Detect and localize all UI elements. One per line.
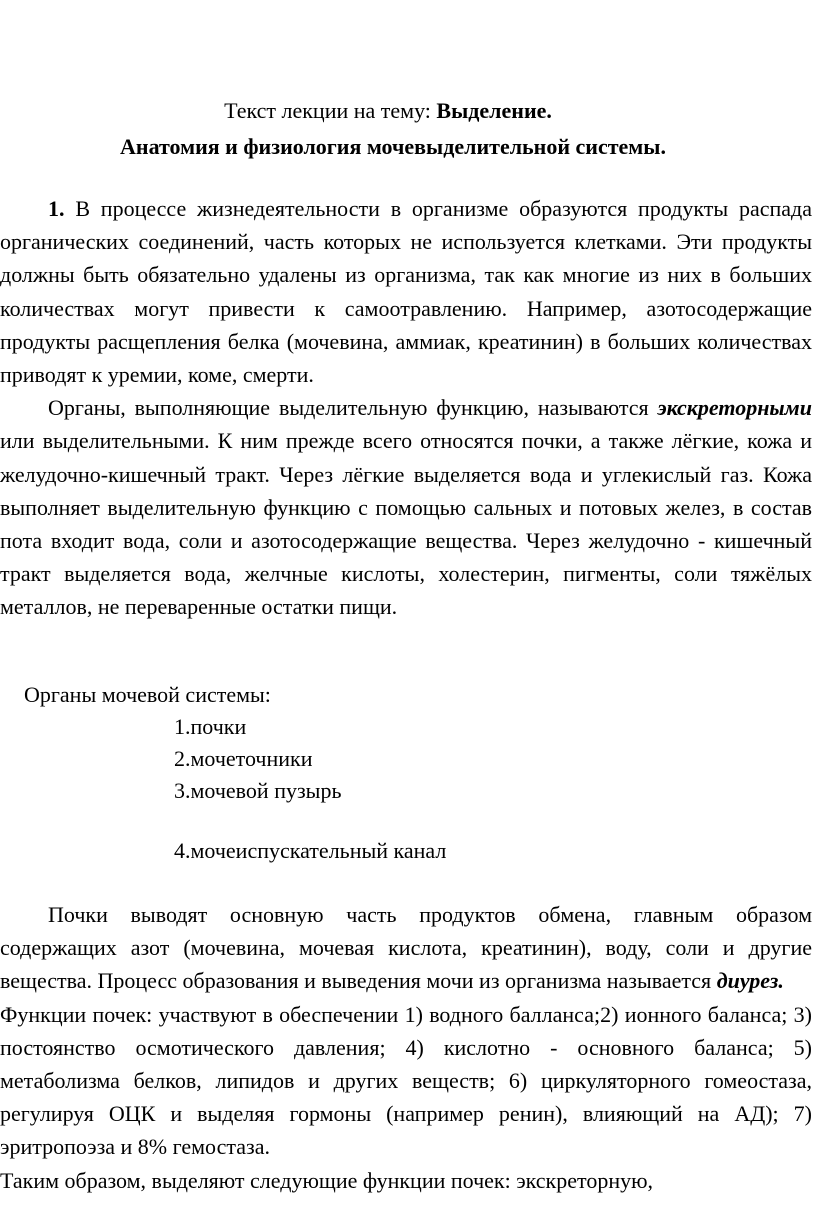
organs-heading: Органы мочевой системы: xyxy=(24,682,271,707)
kidneys-paragraph: Почки выводят основную часть продуктов обмена, главным образом содержащих азот (мочевина, мочевая кислота, креатинин), воду, соли и другие вещества. Процесс образования и выведения мочи из организма называется диурез. xyxy=(0,902,812,994)
section-1-paragraph-1: 1. В процессе жизнедеятельности в организме образуются продукты распада органических соединений, часть которых не используется клетками. Эти продукты должны быть обязательно удалены из организма, так как многие из них в больших количествах могут привести к самоотравлению. Например, азотосодержащие продукты расщепления белка (мочевина, аммиак, креатинин) в больших количествах приводят к уремии, коме, смерти. xyxy=(0,196,812,388)
lecture-title xyxy=(0,96,776,126)
organ-list-item: 1.почки xyxy=(174,714,247,739)
kidneys-text xyxy=(0,898,812,1197)
organ-list-item: 3.мочевой пузырь xyxy=(174,778,342,803)
lecture-subtitle: Анатомия и физиология мочевыделительной системы. xyxy=(120,134,666,159)
title-topic: Выделение. xyxy=(436,98,552,123)
section-1-paragraph-2: Органы, выполняющие выделительную функцию, называются экскреторными или выделительными. К ним прежде всего относятся почки, а также лёгкие, кожа и желудочно-кишечный тракт. Через лёгкие выделяется вода и углекислый газ. Кожа выполняет выделительную функцию с помощью сальных и потовых желез, в состав пота входит вода, соли и азотосодержащие вещества. Через желудочно - кишечный тракт выделяется вода, желчные кислоты, холестерин, пигменты, соли тяжёлых металлов, не переваренные остатки пищи. xyxy=(0,395,812,620)
term-diuresis: диурез. xyxy=(716,968,784,994)
term-excretory: экскреторными xyxy=(657,395,812,421)
organ-list-item: 2.мочеточники xyxy=(174,746,313,771)
kidney-functions-paragraph: Функции почек: участвуют в обеспечении 1) водного балланса;2) ионного баланса; 3) постоянство осмотического давления; 4) кислотно - основного баланса; 5) метаболизма белков, липидов и других веществ; 6) циркуляторного гомеостаза, регулируя ОЦК и выделяя гормоны (например ренин), влияющий на АД); 7) эритропоэза и 8% гемостаза. xyxy=(0,1001,812,1160)
section-number: 1. xyxy=(48,196,65,221)
title-prefix: Текст лекции на тему: xyxy=(224,98,437,123)
organ-list-item: 4.мочеиспускательный канал xyxy=(174,838,447,863)
section-1-text xyxy=(0,192,812,624)
kidney-functions-summary: Таким образом, выделяют следующие функции почек: экскреторную, xyxy=(0,1167,654,1193)
